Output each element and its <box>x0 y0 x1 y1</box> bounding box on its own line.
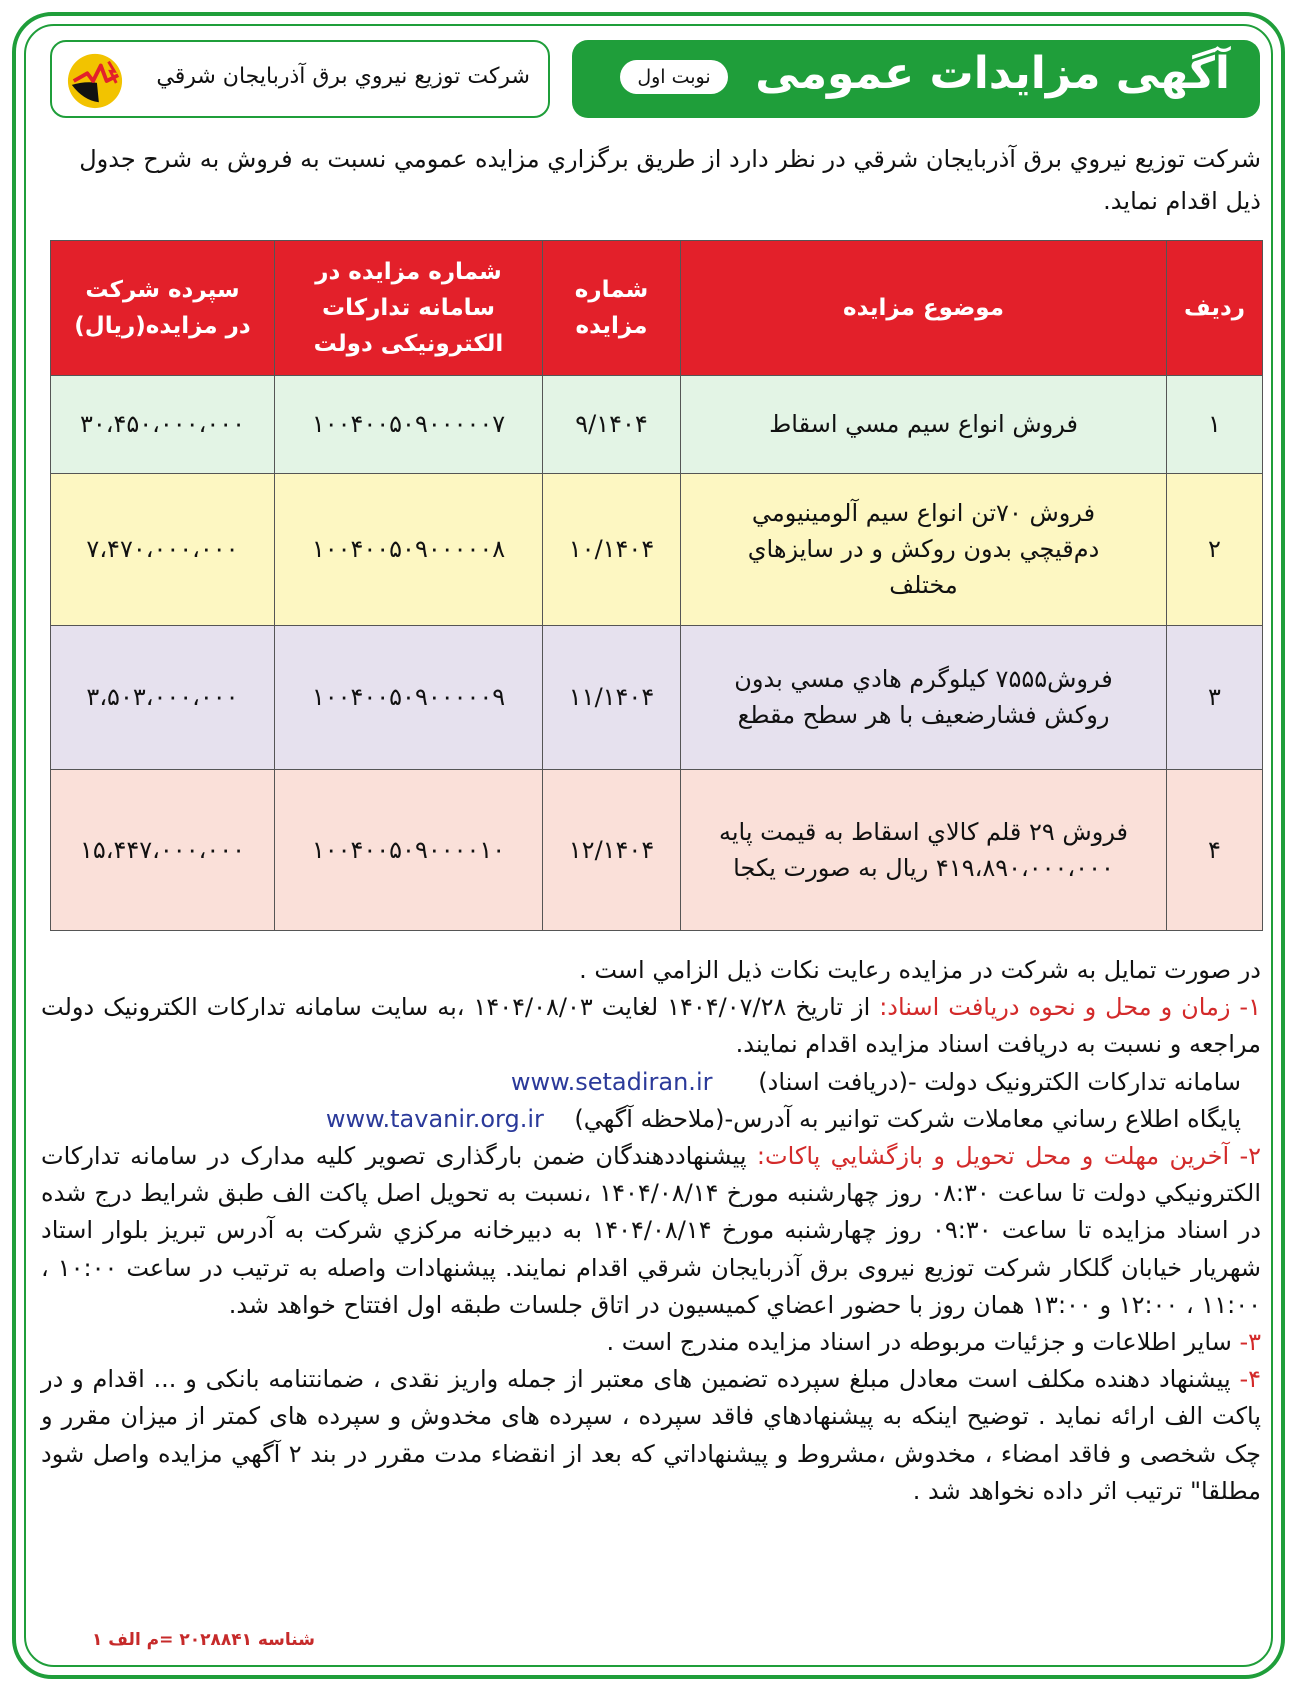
condition-3-label: ۳- <box>1239 1328 1261 1357</box>
cell-number: ۱۲/۱۴۰۴ <box>543 769 681 930</box>
table-header-row <box>51 241 1263 376</box>
cell-number: ۹/۱۴۰۴ <box>543 375 681 473</box>
condition-4-label: ۴- <box>1239 1365 1261 1394</box>
condition-4 <box>41 1361 1261 1510</box>
tavanir-link[interactable]: www.tavanir.org.ir <box>325 1104 544 1133</box>
condition-3 <box>41 1324 1261 1361</box>
header-number: شماره مزایده <box>543 241 681 376</box>
tavanir-link-line <box>41 1101 1261 1138</box>
setad-link[interactable]: www.setadiran.ir <box>510 1067 713 1096</box>
cell-deposit: ۱۵،۴۴۷،۰۰۰،۰۰۰ <box>51 769 275 930</box>
setad-link-label: سامانه تدارکات الکترونیک دولت -(دریافت اسناد) <box>758 1067 1241 1096</box>
cell-index: ۳ <box>1167 625 1263 769</box>
header-index: ردیف <box>1167 241 1263 376</box>
condition-2-text: پیشنهاددهندگان ضمن بارگذاری تصویر کلیه مدارک در سامانه تدارکات الکترونیکي دولت تا ساعت ۰۸:۳۰ روز چهارشنبه مورخ ۱۴۰۴/۰۸/۱۴ ،نسبت به تحویل اصل پاکت الف طبق شرایط درج شده در اسناد مزایده تا ساعت ۰۹:۳۰ روز چهارشنبه مورخ ۱۴۰۴/۰۸/۱۴ به دبیرخانه مرکزي شرکت به آدرس تبریز بلوار استاد شهریار خیابان گلکار شرکت توزیع نیروی برق آذربایجان شرقي اقدام نمایند. پیشنهادات واصله به ترتیب در ساعت ۱۰:۰۰ ، ۱۱:۰۰ ، ۱۲:۰۰ و ۱۳:۰۰ همان روز با حضور اعضاي کمیسیون در اتاق جلسات طبقه اول افتتاح خواهد شد. <box>41 1142 1262 1319</box>
cell-system-number: ۱۰۰۴۰۰۵۰۹۰۰۰۰۰۸ <box>275 473 543 625</box>
cell-system-number: ۱۰۰۴۰۰۵۰۹۰۰۰۰۱۰ <box>275 769 543 930</box>
cell-deposit: ۳۰،۴۵۰،۰۰۰،۰۰۰ <box>51 375 275 473</box>
cell-subject: فروش۷۵۵۵ کیلوگرم هادي مسي بدون روکش فشارضعیف با هر سطح مقطع <box>681 625 1167 769</box>
cell-number: ۱۰/۱۴۰۴ <box>543 473 681 625</box>
header-system-number: شماره مزایده در سامانه تدارکات الکترونیکی دولت <box>275 241 543 376</box>
header-subject: موضوع مزایده <box>681 241 1167 376</box>
notice-id: شناسه ۲۰۲۸۸۴۱ =م الف ۱ <box>92 1630 315 1650</box>
header-deposit: سپرده شرکت در مزایده(ریال) <box>51 241 275 376</box>
power-lightning-logo-icon <box>66 52 124 110</box>
round-badge: نوبت اول <box>620 60 728 94</box>
tavanir-link-label: پایگاه اطلاع رساني معاملات شرکت توانیر به آدرس-(ملاحظه آگهي) <box>574 1104 1241 1133</box>
table-row <box>51 625 1263 769</box>
intro-paragraph: شرکت توزیع نیروي برق آذربایجان شرقي در نظر دارد از طریق برگزاري مزایده عمومي نسبت به فروش به شرح جدول ذیل اقدام نماید. <box>79 145 1261 215</box>
cell-index: ۱ <box>1167 375 1263 473</box>
condition-2-label: ۲- آخرین مهلت و محل تحویل و بازگشایي پاکات: <box>756 1142 1262 1171</box>
condition-4-text: پیشنهاد دهنده مکلف است معادل مبلغ سپرده تضمین های معتبر از جمله واریز نقدی ، ضمانتنامه بانکی و ... اقدام و در پاکت الف ارائه نماید . توضیح اینکه به پیشنهادهاي فاقد سپرده ، سپرده های مخدوش و سپرده های کمتر از میزان مقرر و چک شخصی و فاقد امضاء ، مخدوش ،مشروط و پیشنهاداتي که بعد از انقضاء مدت مقرر در بند ۲ آگهي مزایده واصل شود مطلقا" ترتیب اثر داده نخواهد شد . <box>41 1365 1261 1505</box>
condition-2 <box>41 1138 1261 1324</box>
cell-subject: فروش ۷۰تن انواع سیم آلومینیومي دم‌قیچي بدون روکش و در سایزهاي مختلف <box>681 473 1167 625</box>
conditions-lead: در صورت تمایل به شرکت در مزایده رعایت نکات ذیل الزامي است . <box>579 956 1261 984</box>
auction-table <box>50 240 1263 931</box>
setad-link-line <box>41 1064 1261 1101</box>
title-banner <box>572 40 1260 118</box>
company-header <box>50 40 550 118</box>
notice-title: آگهی مزایدات عمومی <box>755 48 1230 99</box>
table-row <box>51 473 1263 625</box>
conditions-text <box>41 952 1261 1510</box>
condition-1 <box>41 989 1261 1063</box>
cell-deposit: ۷،۴۷۰،۰۰۰،۰۰۰ <box>51 473 275 625</box>
cell-number: ۱۱/۱۴۰۴ <box>543 625 681 769</box>
condition-1-label: ۱- زمان و محل و نحوه دریافت اسناد: <box>879 993 1261 1022</box>
cell-system-number: ۱۰۰۴۰۰۵۰۹۰۰۰۰۰۷ <box>275 375 543 473</box>
cell-index: ۲ <box>1167 473 1263 625</box>
table-row <box>51 769 1263 930</box>
table-row <box>51 375 1263 473</box>
condition-1-text: از تاریخ ۱۴۰۴/۰۷/۲۸ لغایت ۱۴۰۴/۰۸/۰۳ ،به سایت سامانه تدارکات الکترونیک دولت مراجعه و نسبت به دریافت اسناد مزایده اقدام نمایند. <box>41 993 1261 1059</box>
condition-3-text: سایر اطلاعات و جزئیات مربوطه در اسناد مزایده مندرج است . <box>606 1328 1240 1357</box>
cell-deposit: ۳،۵۰۳،۰۰۰،۰۰۰ <box>51 625 275 769</box>
company-name: شرکت توزیع نیروي برق آذربایجان شرقي <box>156 64 530 89</box>
cell-index: ۴ <box>1167 769 1263 930</box>
cell-subject: فروش انواع سیم مسي اسقاط <box>681 375 1167 473</box>
cell-subject: فروش ۲۹ قلم کالاي اسقاط به قیمت پایه ۴۱۹،۸۹۰،۰۰۰،۰۰۰ ریال به صورت یکجا <box>681 769 1167 930</box>
cell-system-number: ۱۰۰۴۰۰۵۰۹۰۰۰۰۰۹ <box>275 625 543 769</box>
